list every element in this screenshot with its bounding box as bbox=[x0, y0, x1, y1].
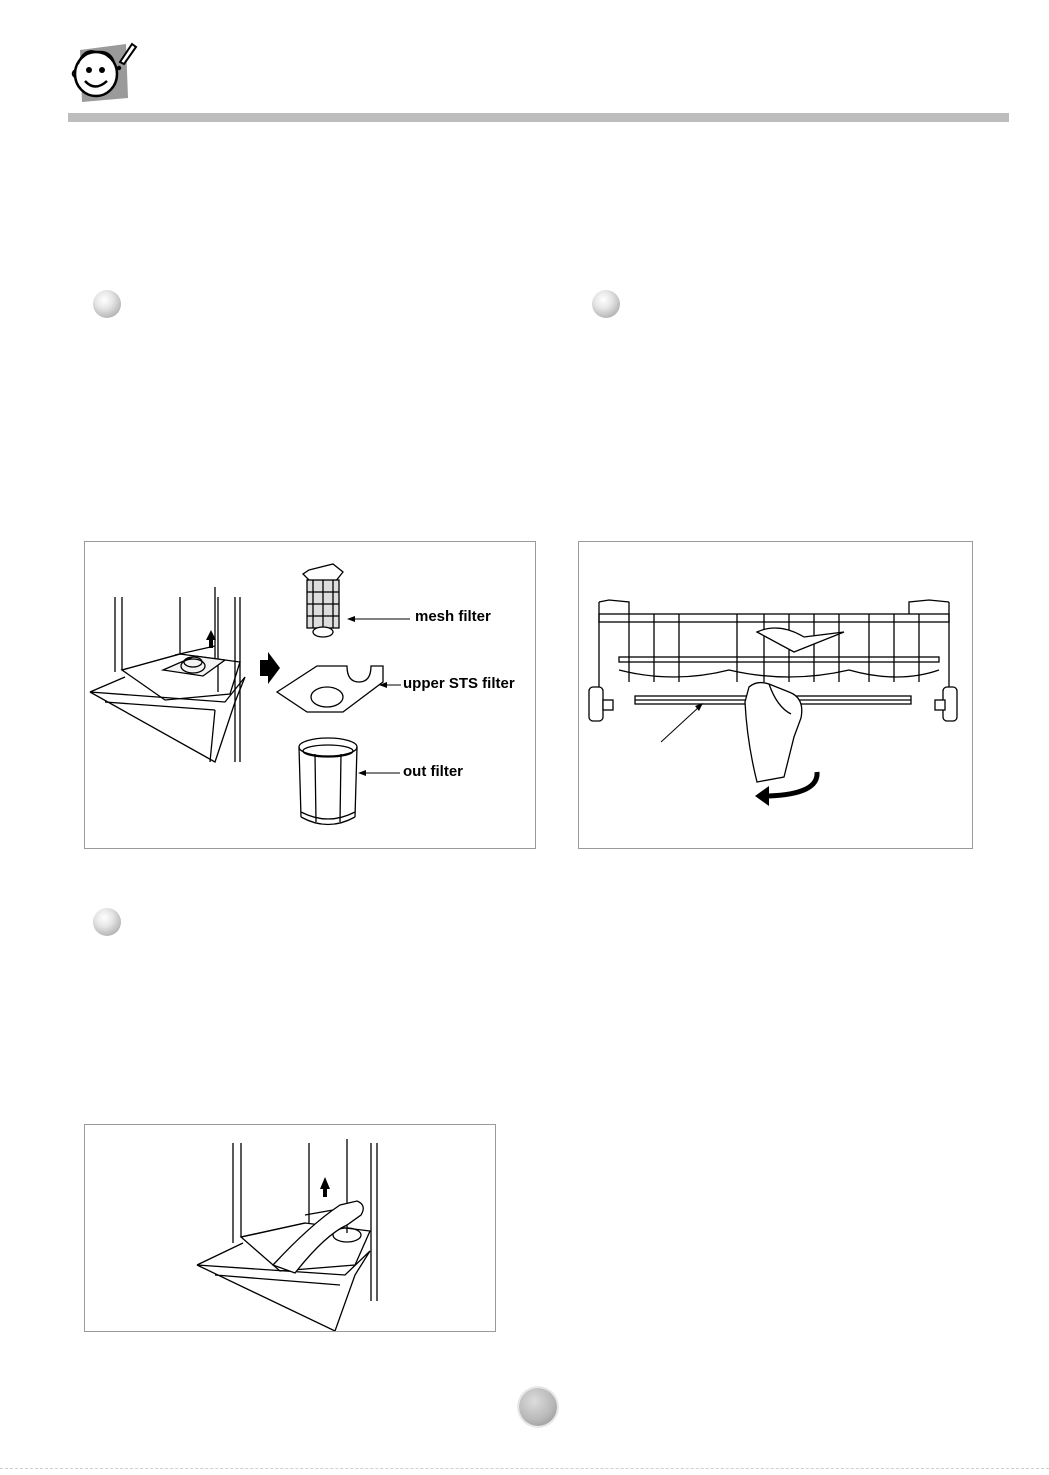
section-1-bullet-icon bbox=[93, 290, 121, 318]
page-number-badge bbox=[519, 1388, 557, 1426]
dishwasher-tub-illustration bbox=[197, 1139, 377, 1331]
filters-figure bbox=[84, 541, 536, 849]
dishwasher-tub-illustration bbox=[90, 587, 245, 762]
section-2-bullet-icon bbox=[592, 290, 620, 318]
section-3-bullet-icon bbox=[93, 908, 121, 936]
upper-sts-filter-label: upper STS filter bbox=[403, 675, 515, 692]
rack-figure bbox=[578, 541, 973, 849]
mesh-filter-label: mesh filter bbox=[415, 608, 491, 625]
smiley-logo-icon bbox=[66, 40, 138, 106]
bottom-dotted-rule bbox=[0, 1468, 1049, 1469]
right-arrow-icon bbox=[260, 652, 280, 684]
hand-illustration bbox=[745, 628, 844, 782]
upper-sts-filter-illustration bbox=[277, 666, 383, 712]
filter-removal-figure bbox=[84, 1124, 496, 1332]
up-arrow-icon bbox=[320, 1177, 330, 1197]
mesh-filter-illustration bbox=[303, 564, 343, 637]
out-filter-label: out filter bbox=[403, 763, 463, 780]
out-filter-illustration bbox=[299, 738, 357, 825]
header-bar bbox=[68, 113, 1009, 122]
arm-illustration bbox=[273, 1201, 363, 1273]
